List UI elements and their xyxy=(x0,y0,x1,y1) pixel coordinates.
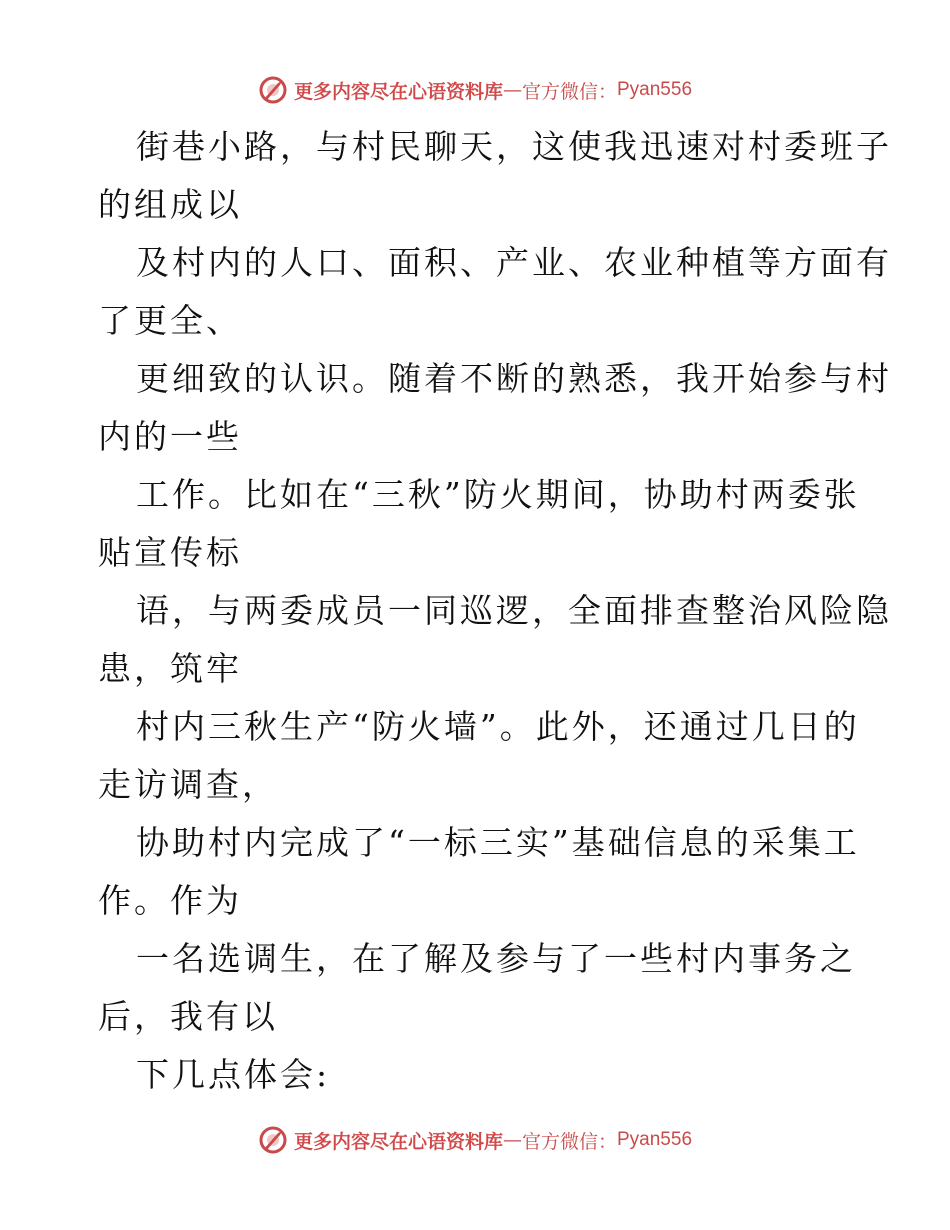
paragraph-line: 村内三秋生产“防火墙”。此外，还通过几日的 xyxy=(136,707,860,746)
paragraph-line: 患，筑牢 xyxy=(98,649,242,688)
paragraph-line: 走访调查， xyxy=(98,765,278,804)
banner-dash: — xyxy=(502,1129,522,1151)
header-banner xyxy=(0,70,950,110)
paragraph-line: 了更全、 xyxy=(98,301,242,340)
paragraph xyxy=(98,118,892,234)
paragraph xyxy=(98,234,892,350)
paragraph-line: 街巷小路，与村民聊天，这使我迅速对村委班子 xyxy=(136,127,892,166)
banner-brand-text: 更多内容尽在心语资料库 xyxy=(293,80,503,103)
paragraph-line: 及村内的人口、面积、产业、农业种植等方面有 xyxy=(136,243,892,282)
quill-pen-circle-icon xyxy=(258,75,288,105)
paragraph xyxy=(98,1046,858,1104)
quill-pen-circle-icon xyxy=(258,1125,288,1155)
paragraph-line: 的组成以 xyxy=(98,185,242,224)
footer-banner xyxy=(0,1120,950,1160)
paragraph-line: 协助村内完成了“一标三实”基础信息的采集工 xyxy=(136,823,860,862)
banner-brand-text: 更多内容尽在心语资料库 xyxy=(293,1130,503,1153)
paragraph xyxy=(98,350,892,466)
banner-wechat-label: 官方微信： xyxy=(521,1130,617,1153)
paragraph-line: 下几点体会: xyxy=(136,1055,331,1094)
paragraph-line: 更细致的认识。随着不断的熟悉，我开始参与村 xyxy=(136,359,892,398)
paragraph-line: 贴宣传标 xyxy=(98,533,242,572)
paragraph xyxy=(98,698,858,814)
paragraph-line: 作。作为 xyxy=(98,881,242,920)
paragraph-line: 语，与两委成员一同巡逻，全面排查整治风险隐 xyxy=(136,591,892,630)
paragraph xyxy=(98,814,858,930)
paragraph-line: 后，我有以 xyxy=(98,997,278,1036)
paragraph-line: 内的一些 xyxy=(98,417,242,456)
paragraph xyxy=(98,930,858,1046)
banner-wechat-id: Pyan556 xyxy=(617,1129,693,1150)
banner-dash: — xyxy=(502,79,522,101)
paragraph xyxy=(98,466,858,582)
banner-wechat-label: 官方微信： xyxy=(521,80,617,103)
banner-wechat-id: Pyan556 xyxy=(617,79,693,100)
paragraph-line: 一名选调生，在了解及参与了一些村内事务之 xyxy=(136,939,856,978)
paragraph xyxy=(98,582,892,698)
document-body xyxy=(98,118,892,1104)
paragraph-line: 工作。比如在“三秋”防火期间，协助村两委张 xyxy=(136,475,860,514)
